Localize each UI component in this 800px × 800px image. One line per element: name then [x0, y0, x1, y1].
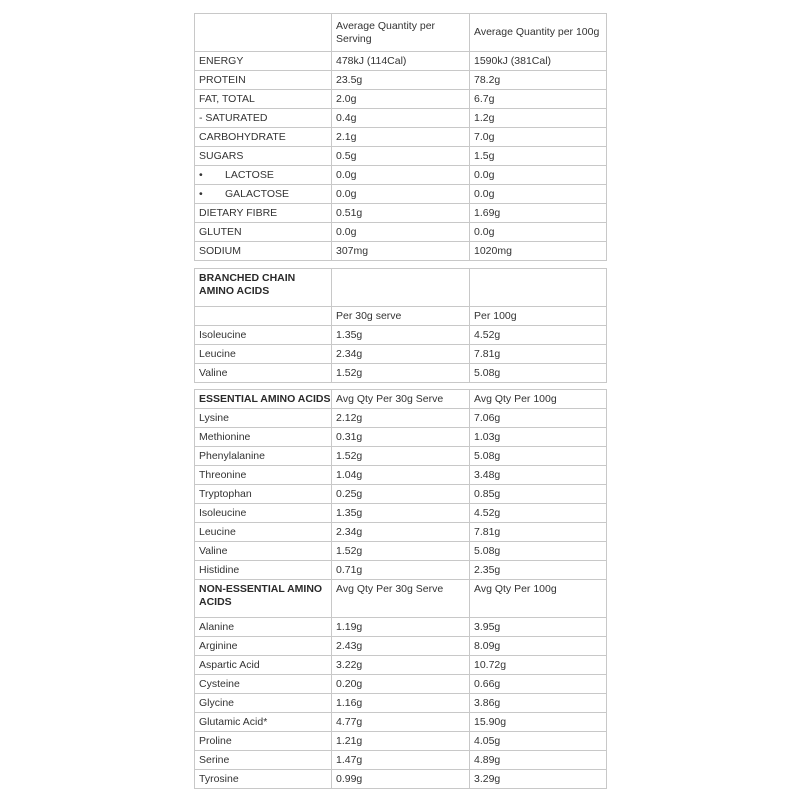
- nonessential-title: NON-ESSENTIAL AMINO ACIDS: [195, 580, 332, 618]
- per100-value: 0.66g: [470, 675, 607, 694]
- table-row: [195, 713, 607, 732]
- amino-acid-table: [194, 389, 607, 789]
- table-row: [195, 504, 607, 523]
- table-row: [195, 223, 607, 242]
- header-cell: Avg Qty Per 30g Serve: [332, 580, 470, 618]
- row-label: FAT, TOTAL: [195, 90, 332, 109]
- table-row: [195, 364, 607, 383]
- serving-value: 4.77g: [332, 713, 470, 732]
- serving-value: 1.52g: [332, 542, 470, 561]
- per100-value: 3.48g: [470, 466, 607, 485]
- table-row: [195, 185, 607, 204]
- table-row: [195, 242, 607, 261]
- row-label: Methionine: [195, 428, 332, 447]
- serving-value: 0.31g: [332, 428, 470, 447]
- per100-value: 0.85g: [470, 485, 607, 504]
- table-row: [195, 694, 607, 713]
- header-cell: Avg Qty Per 100g: [470, 390, 607, 409]
- serving-value: 0.71g: [332, 561, 470, 580]
- table-row: [195, 128, 607, 147]
- serving-value: 0.20g: [332, 675, 470, 694]
- table-row: [195, 751, 607, 770]
- serving-value: 0.4g: [332, 109, 470, 128]
- table-row: [195, 52, 607, 71]
- subheader-cell: [195, 307, 332, 326]
- row-label: Phenylalanine: [195, 447, 332, 466]
- bullet-icon: •: [199, 168, 203, 181]
- serving-value: 1.04g: [332, 466, 470, 485]
- per100-value: 4.52g: [470, 326, 607, 345]
- per100-value: 15.90g: [470, 713, 607, 732]
- row-label: Tryptophan: [195, 485, 332, 504]
- table-row: [195, 109, 607, 128]
- table-row: [195, 447, 607, 466]
- bullet-icon: •: [199, 187, 203, 200]
- per100-value: 3.29g: [470, 770, 607, 789]
- row-label: Cysteine: [195, 675, 332, 694]
- row-label-cell: [195, 185, 332, 204]
- serving-value: 0.0g: [332, 185, 470, 204]
- per100-value: 2.35g: [470, 561, 607, 580]
- per100-value: 3.95g: [470, 618, 607, 637]
- serving-value: 2.43g: [332, 637, 470, 656]
- per100-value: 0.0g: [470, 223, 607, 242]
- per100-value: 5.08g: [470, 364, 607, 383]
- serving-value: 1.35g: [332, 504, 470, 523]
- per100-value: 7.06g: [470, 409, 607, 428]
- serving-value: 1.35g: [332, 326, 470, 345]
- row-label-cell: [195, 166, 332, 185]
- empty-cell: [332, 269, 470, 307]
- bcaa-table: [194, 268, 607, 383]
- per100-value: 1020mg: [470, 242, 607, 261]
- row-label: ENERGY: [195, 52, 332, 71]
- per100-value: 1590kJ (381Cal): [470, 52, 607, 71]
- per100-value: 78.2g: [470, 71, 607, 90]
- table-row: [195, 326, 607, 345]
- serving-value: 3.22g: [332, 656, 470, 675]
- row-label: GLUTEN: [195, 223, 332, 242]
- per100-value: 4.52g: [470, 504, 607, 523]
- serving-value: 0.99g: [332, 770, 470, 789]
- row-label: Tyrosine: [195, 770, 332, 789]
- row-label: SUGARS: [195, 147, 332, 166]
- row-label: Threonine: [195, 466, 332, 485]
- row-label: Histidine: [195, 561, 332, 580]
- table-row: [195, 637, 607, 656]
- serving-value: 2.34g: [332, 523, 470, 542]
- nutrition-header-row: [195, 14, 607, 52]
- table-row: [195, 675, 607, 694]
- table-row: [195, 618, 607, 637]
- row-label: Lysine: [195, 409, 332, 428]
- table-row: [195, 485, 607, 504]
- serving-value: 1.52g: [332, 447, 470, 466]
- nonessential-header-row: [195, 580, 607, 618]
- bcaa-title: BRANCHED CHAIN AMINO ACIDS: [195, 269, 332, 307]
- serving-value: 2.0g: [332, 90, 470, 109]
- bcaa-subheader-row: [195, 307, 607, 326]
- per100-value: 1.03g: [470, 428, 607, 447]
- serving-value: 2.34g: [332, 345, 470, 364]
- serving-value: 2.12g: [332, 409, 470, 428]
- row-label: Alanine: [195, 618, 332, 637]
- header-cell: Average Quantity per 100g: [470, 14, 607, 52]
- serving-value: 1.16g: [332, 694, 470, 713]
- serving-value: 0.51g: [332, 204, 470, 223]
- row-label: Glycine: [195, 694, 332, 713]
- table-row: [195, 204, 607, 223]
- table-row: [195, 71, 607, 90]
- serving-value: 1.52g: [332, 364, 470, 383]
- table-row: [195, 732, 607, 751]
- per100-value: 0.0g: [470, 166, 607, 185]
- serving-value: 0.5g: [332, 147, 470, 166]
- header-cell: Avg Qty Per 30g Serve: [332, 390, 470, 409]
- row-label: - SATURATED: [195, 109, 332, 128]
- row-label: Leucine: [195, 523, 332, 542]
- serving-value: 307mg: [332, 242, 470, 261]
- row-label: PROTEIN: [195, 71, 332, 90]
- table-row: [195, 466, 607, 485]
- serving-value: 2.1g: [332, 128, 470, 147]
- row-label: Aspartic Acid: [195, 656, 332, 675]
- row-label: CARBOHYDRATE: [195, 128, 332, 147]
- per100-value: 10.72g: [470, 656, 607, 675]
- per100-value: 1.5g: [470, 147, 607, 166]
- row-label: Serine: [195, 751, 332, 770]
- subheader-cell: Per 100g: [470, 307, 607, 326]
- serving-value: 1.47g: [332, 751, 470, 770]
- subheader-cell: Per 30g serve: [332, 307, 470, 326]
- serving-value: 0.25g: [332, 485, 470, 504]
- row-label: Glutamic Acid*: [195, 713, 332, 732]
- header-cell: Avg Qty Per 100g: [470, 580, 607, 618]
- table-row: [195, 523, 607, 542]
- table-row: [195, 428, 607, 447]
- per100-value: 5.08g: [470, 447, 607, 466]
- header-cell: [195, 14, 332, 52]
- per100-value: 7.81g: [470, 345, 607, 364]
- table-row: [195, 166, 607, 185]
- table-row: [195, 770, 607, 789]
- header-cell: Average Quantity per Serving: [332, 14, 470, 52]
- per100-value: 8.09g: [470, 637, 607, 656]
- per100-value: 4.89g: [470, 751, 607, 770]
- row-label: Leucine: [195, 345, 332, 364]
- row-label: Arginine: [195, 637, 332, 656]
- row-label: SODIUM: [195, 242, 332, 261]
- nutrition-table: [194, 13, 607, 261]
- row-label: GALACTOSE: [225, 187, 289, 200]
- per100-value: 3.86g: [470, 694, 607, 713]
- essential-title: ESSENTIAL AMINO ACIDS: [195, 390, 332, 409]
- table-row: [195, 147, 607, 166]
- serving-value: 23.5g: [332, 71, 470, 90]
- essential-header-row: [195, 390, 607, 409]
- serving-value: 1.19g: [332, 618, 470, 637]
- row-label: Valine: [195, 364, 332, 383]
- table-row: [195, 409, 607, 428]
- per100-value: 6.7g: [470, 90, 607, 109]
- table-row: [195, 345, 607, 364]
- bcaa-title-row: [195, 269, 607, 307]
- empty-cell: [470, 269, 607, 307]
- serving-value: 0.0g: [332, 166, 470, 185]
- row-label: Isoleucine: [195, 504, 332, 523]
- serving-value: 1.21g: [332, 732, 470, 751]
- table-row: [195, 542, 607, 561]
- table-row: [195, 561, 607, 580]
- table-row: [195, 90, 607, 109]
- per100-value: 1.2g: [470, 109, 607, 128]
- per100-value: 7.81g: [470, 523, 607, 542]
- serving-value: 478kJ (114Cal): [332, 52, 470, 71]
- per100-value: 5.08g: [470, 542, 607, 561]
- per100-value: 4.05g: [470, 732, 607, 751]
- row-label: DIETARY FIBRE: [195, 204, 332, 223]
- row-label: Isoleucine: [195, 326, 332, 345]
- row-label: LACTOSE: [225, 168, 274, 181]
- row-label: Valine: [195, 542, 332, 561]
- per100-value: 0.0g: [470, 185, 607, 204]
- serving-value: 0.0g: [332, 223, 470, 242]
- per100-value: 1.69g: [470, 204, 607, 223]
- table-row: [195, 656, 607, 675]
- row-label: Proline: [195, 732, 332, 751]
- per100-value: 7.0g: [470, 128, 607, 147]
